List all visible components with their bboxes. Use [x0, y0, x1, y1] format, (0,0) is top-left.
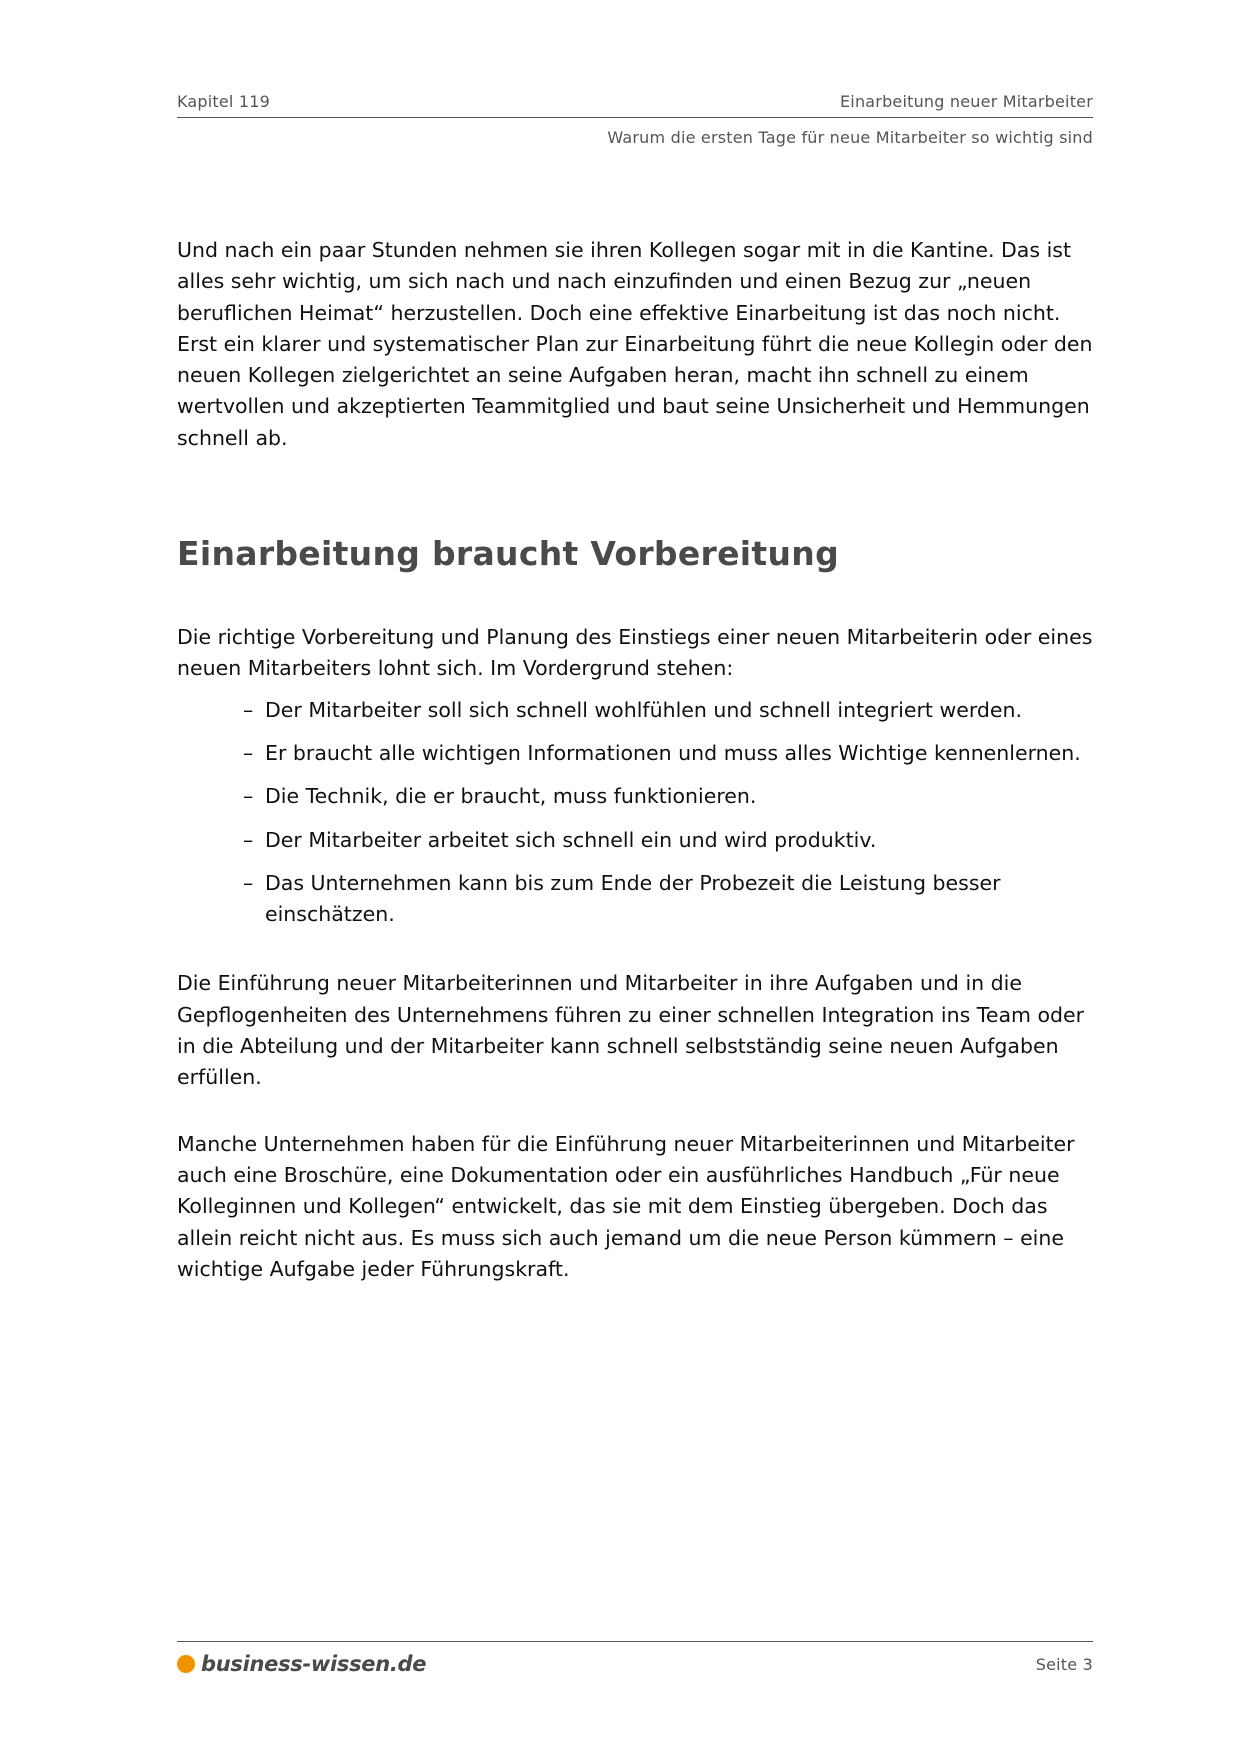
list-item	[243, 738, 1097, 769]
list-item	[243, 695, 1097, 726]
document-title: Einarbeitung neuer Mitarbeiter	[840, 92, 1093, 111]
orange-dot-icon	[177, 1655, 195, 1673]
page-number: Seite 3	[1035, 1654, 1093, 1674]
dash-marker: –	[243, 697, 254, 722]
list-item-text: Das Unternehmen kann bis zum Ende der Probezeit die Leistung besser einschätzen.	[265, 870, 1001, 927]
list-item-text: Der Mitarbeiter soll sich schnell wohlfühlen und schnell integriert werden.	[265, 697, 1023, 722]
document-subtitle: Warum die ersten Tage für neue Mitarbeiter so wichtig sind	[607, 128, 1093, 147]
page-footer	[177, 1641, 1093, 1676]
list-item-text: Er braucht alle wichtigen Informationen und muss alles Wichtige kennenlernen.	[265, 740, 1081, 765]
list-item-text: Der Mitarbeiter arbeitet sich schnell ein und wird produktiv.	[265, 827, 877, 852]
chapter-label: Kapitel 119	[177, 92, 271, 111]
paragraph-integration: Die Einführung neuer Mitarbeiterinnen und Mitarbeiter in ihre Aufgaben und in die Gepflogenheiten des Unternehmens führen zu einer schnellen Integration ins Team oder in die Abteilung und der Mitarbeiter kann schnell selbstständig seine neuen Aufgaben erfüllen.	[177, 971, 1085, 1090]
list-item	[243, 781, 1097, 812]
section-heading: Einarbeitung braucht Vorbereitung	[177, 534, 839, 574]
page-content	[177, 235, 1097, 1285]
dash-marker: –	[243, 827, 254, 852]
paragraph-intro: Und nach ein paar Stunden nehmen sie ihren Kollegen sogar mit in die Kantine. Das ist alles sehr wichtig, um sich nach und nach einzufinden und einen Bezug zur „neuen beruflichen Heimat“ herzustellen. Doch eine effektive Einarbeitung ist das noch nicht. Erst ein klarer und systematischer Plan zur Einarbeitung führt die neue Kollegin oder den neuen Kollegen zielgerichtet an seine Aufgaben heran, macht ihn schnell zu einem wertvollen und akzeptierten Teammitglied und baut seine Unsicherheit und Hemmungen schnell ab.	[177, 238, 1093, 450]
list-item	[243, 868, 1097, 931]
brand-logo[interactable]	[177, 1652, 426, 1676]
dash-marker: –	[243, 740, 254, 765]
bullet-list	[177, 695, 1097, 931]
dash-marker: –	[243, 870, 254, 895]
brand-logo-text: business-wissen.de	[201, 1652, 427, 1676]
paragraph-handbook: Manche Unternehmen haben für die Einführung neuer Mitarbeiterinnen und Mitarbeiter auch eine Broschüre, eine Dokumentation oder ein ausführliches Handbuch „Für neue Kolleginnen und Kollegen“ entwickelt, das sie mit dem Einstieg übergeben. Doch das allein reicht nicht aus. Es muss sich auch jemand um die neue Person kümmern – eine wichtige Aufgabe jeder Führungskraft.	[177, 1131, 1075, 1281]
page-header	[177, 92, 1093, 147]
paragraph-preparation: Die richtige Vorbereitung und Planung des Einstiegs einer neuen Mitarbeiterin oder eines neuen Mitarbeiters lohnt sich. Im Vordergrund stehen:	[177, 625, 1093, 681]
list-item-text: Die Technik, die er braucht, muss funktionieren.	[265, 784, 757, 809]
header-rule-row	[177, 92, 1093, 118]
dash-marker: –	[243, 784, 254, 809]
list-item	[243, 825, 1097, 856]
